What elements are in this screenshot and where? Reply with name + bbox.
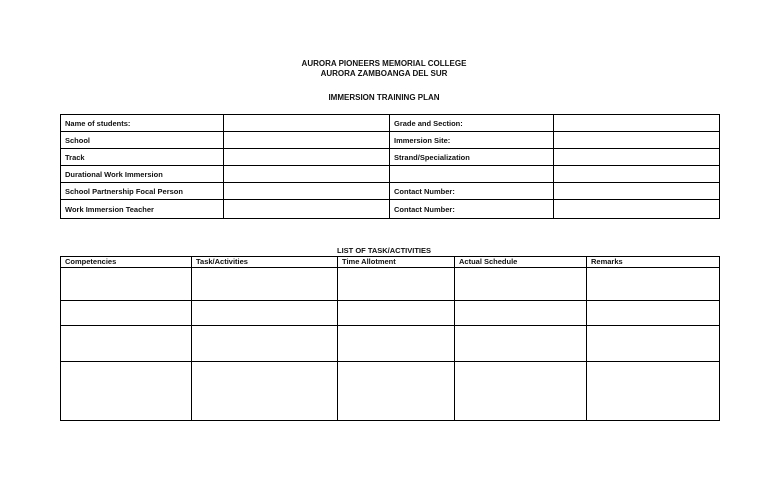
- actual-schedule-cell[interactable]: [455, 268, 587, 301]
- info-label: Name of students:: [61, 115, 224, 132]
- info-value-field[interactable]: [224, 149, 390, 166]
- table-row: [61, 362, 720, 421]
- info-label: Immersion Site:: [390, 132, 554, 149]
- actual-schedule-cell[interactable]: [455, 362, 587, 421]
- column-header-competencies: Competencies: [61, 257, 192, 268]
- time-allotment-cell[interactable]: [338, 362, 455, 421]
- info-row: [61, 183, 720, 200]
- column-header-actual-schedule: Actual Schedule: [455, 257, 587, 268]
- task-header-row: [61, 257, 720, 268]
- column-header-remarks: Remarks: [587, 257, 720, 268]
- info-label: Work Immersion Teacher: [61, 200, 224, 219]
- info-row: [61, 200, 720, 219]
- table-row: [61, 268, 720, 301]
- competency-cell[interactable]: [61, 326, 192, 362]
- info-label: School: [61, 132, 224, 149]
- info-row: [61, 166, 720, 183]
- info-label: Grade and Section:: [390, 115, 554, 132]
- info-value-field[interactable]: [224, 115, 390, 132]
- column-header-time-allotment: Time Allotment: [338, 257, 455, 268]
- info-row: [61, 149, 720, 166]
- column-header-task-activities: Task/Activities: [192, 257, 338, 268]
- table-row: [61, 301, 720, 326]
- competency-cell[interactable]: [61, 362, 192, 421]
- competency-cell[interactable]: [61, 268, 192, 301]
- info-label: Contact Number:: [390, 200, 554, 219]
- info-value-field[interactable]: [554, 149, 720, 166]
- info-row: [61, 115, 720, 132]
- info-value-field[interactable]: [554, 132, 720, 149]
- task-cell[interactable]: [192, 362, 338, 421]
- info-row: [61, 132, 720, 149]
- actual-schedule-cell[interactable]: [455, 301, 587, 326]
- info-value-field[interactable]: [554, 200, 720, 219]
- task-cell[interactable]: [192, 301, 338, 326]
- info-label: Track: [61, 149, 224, 166]
- info-value-field[interactable]: [224, 200, 390, 219]
- task-cell[interactable]: [192, 268, 338, 301]
- task-cell[interactable]: [192, 326, 338, 362]
- info-value-field[interactable]: [224, 166, 390, 183]
- competency-cell[interactable]: [61, 301, 192, 326]
- time-allotment-cell[interactable]: [338, 268, 455, 301]
- task-activities-table: [60, 256, 720, 421]
- info-value-field[interactable]: [554, 183, 720, 200]
- student-info-table: [60, 114, 720, 219]
- task-table-title: LIST OF TASK/ACTIVITIES: [336, 246, 432, 255]
- remarks-cell[interactable]: [587, 326, 720, 362]
- info-label: Durational Work Immersion: [61, 166, 224, 183]
- info-label: Contact Number:: [390, 183, 554, 200]
- plan-title: IMMERSION TRAINING PLAN: [328, 93, 440, 102]
- info-value-field[interactable]: [554, 115, 720, 132]
- remarks-cell[interactable]: [587, 268, 720, 301]
- table-row: [61, 326, 720, 362]
- remarks-cell[interactable]: [587, 301, 720, 326]
- school-location: AURORA ZAMBOANGA DEL SUR: [320, 69, 448, 78]
- time-allotment-cell[interactable]: [338, 301, 455, 326]
- actual-schedule-cell[interactable]: [455, 326, 587, 362]
- info-value-field[interactable]: [224, 183, 390, 200]
- info-label: Strand/Specialization: [390, 149, 554, 166]
- remarks-cell[interactable]: [587, 362, 720, 421]
- info-label: School Partnership Focal Person: [61, 183, 224, 200]
- info-value-field[interactable]: [224, 132, 390, 149]
- info-label: [390, 166, 554, 183]
- info-value-field[interactable]: [554, 166, 720, 183]
- time-allotment-cell[interactable]: [338, 326, 455, 362]
- school-name: AURORA PIONEERS MEMORIAL COLLEGE: [301, 59, 467, 68]
